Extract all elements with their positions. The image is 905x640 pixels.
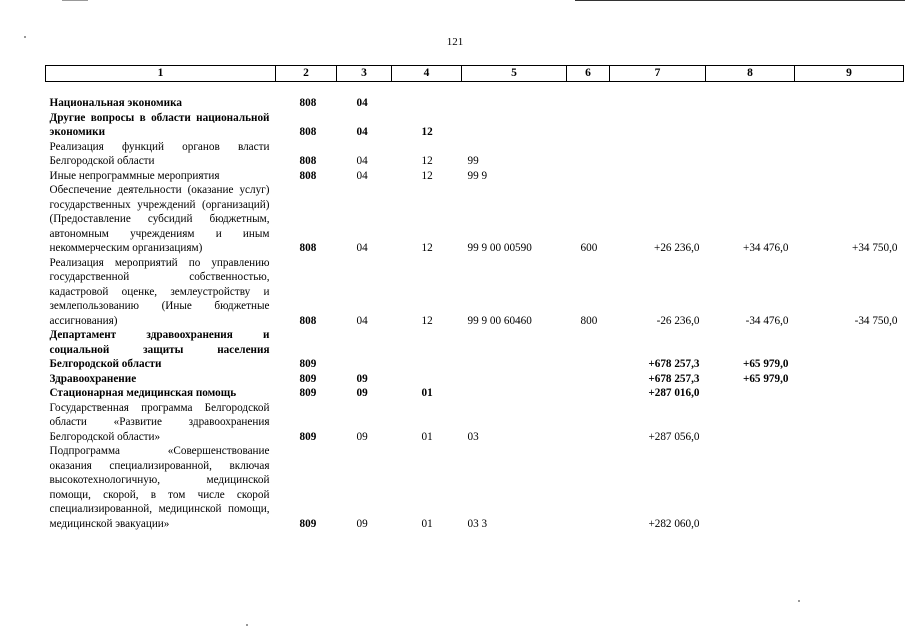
cell-section: 04 — [356, 155, 368, 167]
cell-amount-col9 — [795, 328, 904, 372]
cell-section: 04 — [356, 126, 368, 138]
row-name: Другие вопросы в области национальной экономики — [49, 111, 270, 138]
cell-target-article: 99 9 00 60460 — [467, 314, 532, 327]
cell-expense-type — [567, 140, 610, 169]
table-row — [46, 96, 904, 111]
cell-amount-col8 — [706, 96, 795, 111]
table-row — [46, 386, 904, 401]
column-header: 2 — [276, 66, 337, 82]
cell-ministry: 809 — [299, 358, 317, 370]
cell-amount-col8 — [706, 401, 795, 445]
cell-expense-type — [567, 444, 610, 531]
scan-speck — [24, 36, 26, 38]
cell-ministry: 808 — [299, 169, 317, 182]
cell-amount-col7: +282 060,0 — [648, 517, 700, 530]
cell-section: 04 — [356, 314, 368, 327]
scan-speck — [798, 600, 800, 602]
cell-expense-type — [567, 96, 610, 111]
cell-expense-type: 600 — [580, 242, 598, 254]
table-row — [46, 111, 904, 140]
column-header: 8 — [706, 66, 795, 82]
cell-target-article: 99 9 00 00590 — [467, 242, 532, 254]
budget-table — [45, 65, 904, 531]
table-row — [46, 328, 904, 372]
cell-subsection — [392, 328, 462, 372]
cell-ministry: 809 — [299, 387, 317, 399]
top-rule-line — [575, 0, 905, 1]
cell-amount-col7 — [610, 96, 706, 111]
header-spacer-row — [46, 82, 904, 97]
cell-subsection: 01 — [421, 430, 433, 443]
cell-expense-type — [567, 328, 610, 372]
cell-amount-col8 — [706, 140, 795, 169]
cell-expense-type — [567, 401, 610, 445]
cell-section: 04 — [356, 169, 368, 182]
table-row — [46, 444, 904, 531]
cell-amount-col7 — [610, 111, 706, 140]
row-name: Подпрограмма «Совершенствование оказания специализированной, включая высокотехнологичную, медицинской помощи, скорой, в том числе скорой специализированной, медицинской помощи, медицинской эвакуации» — [49, 445, 270, 530]
cell-target-article — [462, 96, 567, 111]
cell-expense-type: 800 — [580, 314, 598, 327]
cell-ministry: 808 — [299, 97, 317, 109]
cell-subsection — [392, 96, 462, 111]
cell-amount-col7: +287 016,0 — [648, 387, 700, 399]
cell-ministry: 808 — [299, 242, 317, 254]
cell-amount-col7: -26 236,0 — [656, 314, 700, 327]
cell-amount-col9 — [795, 444, 904, 531]
cell-ministry: 809 — [299, 430, 317, 443]
cell-expense-type — [567, 386, 610, 401]
row-name: Департамент здравоохранения и социальной защиты населения Белгородской области — [49, 329, 270, 370]
cell-target-article — [462, 372, 567, 387]
cell-amount-col9 — [795, 140, 904, 169]
column-header: 3 — [337, 66, 392, 82]
column-header: 6 — [567, 66, 610, 82]
page-number: 121 — [446, 36, 464, 48]
scan-speck — [246, 624, 248, 626]
cell-amount-col8 — [706, 444, 795, 531]
row-name: Государственная программа Белгородской области «Развитие здравоохранения Белгородской области» — [49, 401, 270, 443]
cell-amount-col8: +65 979,0 — [742, 372, 789, 385]
cell-target-article: 99 — [467, 155, 479, 167]
spacer-cell — [46, 82, 904, 97]
table-row — [46, 183, 904, 256]
scan-artifact-line — [62, 0, 88, 1]
cell-amount-col7 — [610, 169, 706, 184]
cell-amount-col7: +26 236,0 — [654, 242, 700, 254]
cell-subsection: 01 — [421, 387, 433, 399]
cell-subsection — [392, 372, 462, 387]
table-row — [46, 169, 904, 184]
cell-amount-col9 — [795, 401, 904, 445]
cell-subsection: 12 — [421, 169, 433, 182]
cell-ministry: 808 — [299, 126, 317, 138]
cell-amount-col7: +678 257,3 — [648, 372, 700, 385]
cell-amount-col8: +65 979,0 — [742, 358, 789, 370]
column-header: 4 — [392, 66, 462, 82]
row-name: Реализация функций органов власти Белгородской области — [49, 140, 270, 167]
cell-amount-col7: +678 257,3 — [648, 358, 700, 370]
cell-amount-col7 — [610, 140, 706, 169]
cell-amount-col9 — [795, 372, 904, 387]
cell-ministry: 808 — [299, 314, 317, 327]
cell-subsection: 12 — [421, 314, 433, 327]
table-row — [46, 372, 904, 387]
cell-target-article: 03 3 — [467, 517, 488, 530]
row-name: Обеспечение деятельности (оказание услуг) государственных учреждений (организаций) (Предоставление субсидий бюджетным, автономным учреждениям и иным некоммерческим организациям) — [49, 184, 270, 254]
table-header-row — [46, 66, 904, 82]
cell-amount-col9 — [795, 96, 904, 111]
cell-target-article — [462, 111, 567, 140]
row-name: Иные непрограммные мероприятия — [49, 169, 220, 182]
cell-expense-type — [567, 372, 610, 387]
cell-subsection: 12 — [421, 155, 433, 167]
row-name: Национальная экономика — [49, 97, 182, 109]
cell-section: 04 — [356, 242, 368, 254]
cell-amount-col8 — [706, 386, 795, 401]
cell-subsection: 12 — [421, 126, 433, 138]
row-name: Реализация мероприятий по управлению государственной собственностью, кадастровой оценке, землеустройству и землепользованию (Иные бюджетные ассигнования) — [49, 256, 270, 327]
cell-subsection: 01 — [421, 517, 433, 530]
cell-section: 09 — [356, 430, 368, 443]
cell-amount-col8: +34 476,0 — [743, 242, 789, 254]
cell-section: 09 — [356, 372, 368, 385]
cell-amount-col8: -34 476,0 — [745, 314, 789, 327]
cell-target-article — [462, 328, 567, 372]
cell-ministry: 809 — [299, 517, 317, 530]
cell-amount-col8 — [706, 169, 795, 184]
cell-subsection: 12 — [421, 242, 433, 254]
cell-ministry: 808 — [299, 155, 317, 167]
cell-ministry: 809 — [299, 372, 317, 385]
cell-expense-type — [567, 111, 610, 140]
cell-amount-col9 — [795, 386, 904, 401]
column-header: 9 — [795, 66, 904, 82]
cell-amount-col7: +287 056,0 — [648, 430, 700, 443]
cell-section — [337, 328, 392, 372]
column-header: 5 — [462, 66, 567, 82]
column-header: 7 — [610, 66, 706, 82]
cell-target-article: 03 — [467, 430, 479, 443]
cell-amount-col9: +34 750,0 — [852, 242, 898, 254]
cell-expense-type — [567, 169, 610, 184]
cell-amount-col8 — [706, 111, 795, 140]
row-name: Стационарная медицинская помощь — [49, 387, 237, 399]
row-name: Здравоохранение — [49, 372, 137, 385]
cell-section: 04 — [356, 97, 368, 109]
cell-target-article: 99 9 — [467, 169, 488, 182]
table-row — [46, 256, 904, 329]
cell-amount-col9 — [795, 169, 904, 184]
cell-section: 09 — [356, 387, 368, 399]
table-row — [46, 401, 904, 445]
cell-amount-col9 — [795, 111, 904, 140]
column-header: 1 — [46, 66, 276, 82]
cell-amount-col9: -34 750,0 — [854, 314, 898, 327]
cell-target-article — [462, 386, 567, 401]
table-row — [46, 140, 904, 169]
cell-section: 09 — [356, 517, 368, 530]
